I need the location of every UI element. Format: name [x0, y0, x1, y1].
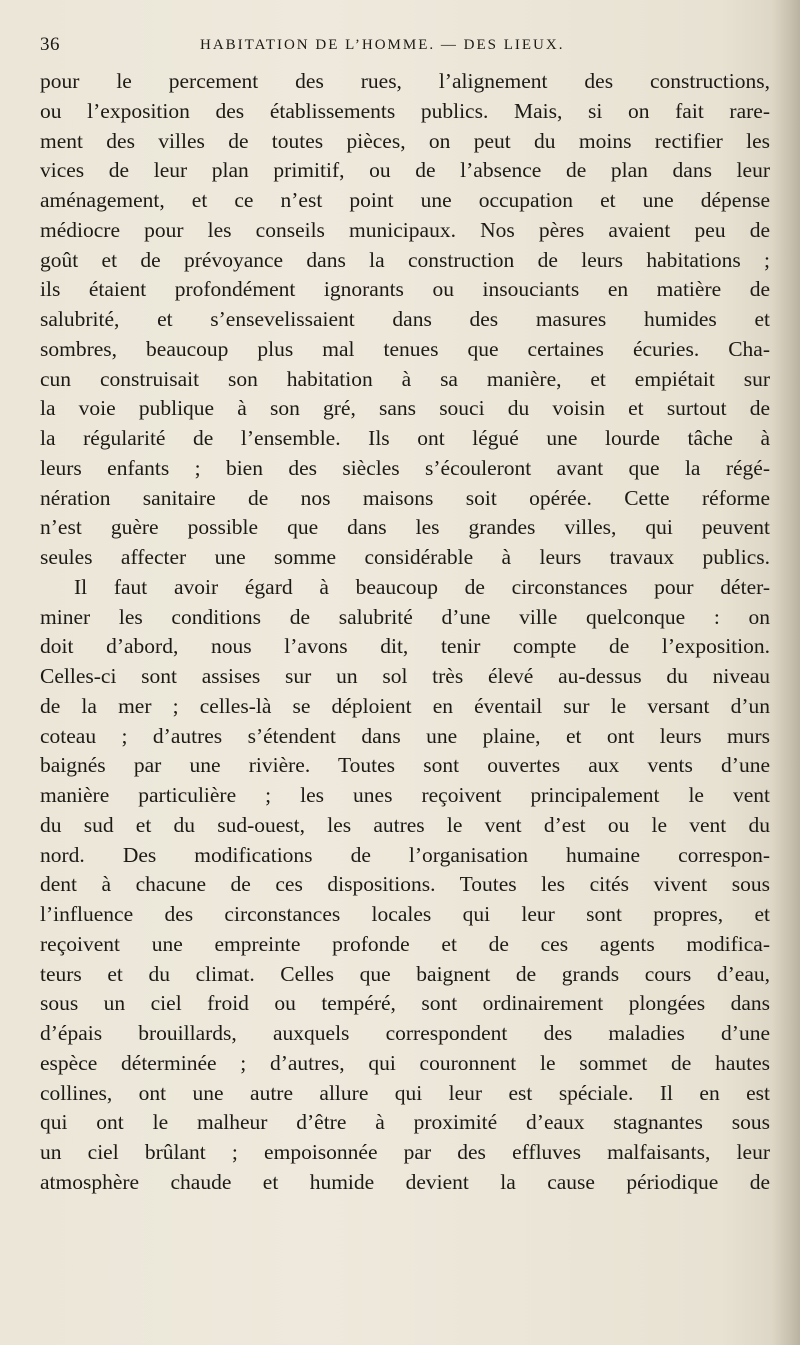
text-line: cun construisait son habitation à sa manière, et empiétait sur — [40, 366, 770, 391]
text-line: du sud et du sud-ouest, les autres le vent d’est ou le vent du — [40, 812, 770, 837]
text-line: manière particulière ; les unes reçoivent principalement le vent — [40, 783, 770, 807]
text-line: miner les conditions de salubrité d’une ville quelconque : on — [40, 604, 770, 629]
text-line: de la mer ; celles-là se déploient en éventail sur le versant d’un — [40, 693, 770, 718]
text-line: coteau ; d’autres s’étendent dans une plaine, et ont leurs murs — [40, 723, 770, 748]
text-line: ils étaient profondément ignorants ou insouciants en matière de — [40, 277, 770, 302]
text-line: sombres, beaucoup plus mal tenues que certaines écuries. Cha- — [40, 336, 770, 361]
text-line: espèce déterminée ; d’autres, qui couronnent le sommet de hautes — [40, 1050, 770, 1075]
running-head: HABITATION DE L’HOMME. — DES LIEUX. — [200, 37, 565, 53]
paragraph-first-line: Il faut avoir égard à beaucoup de circonstances pour déter- — [74, 574, 770, 599]
text-line: seules affecter une somme considérable à leurs travaux publics. — [40, 545, 770, 569]
text-line: la régularité de l’ensemble. Ils ont légué une lourde tâche à — [40, 426, 770, 450]
text-line: dent à chacune de ces dispositions. Toutes les cités vivent sous — [40, 872, 770, 897]
body-text — [40, 67, 770, 1198]
text-line: Celles-ci sont assises sur un sol très élevé au-dessus du niveau — [40, 664, 770, 688]
page-edge-shadow — [772, 0, 800, 1345]
text-line: un ciel brûlant ; empoisonnée par des effluves malfaisants, leur — [40, 1140, 770, 1164]
page-number: 36 — [40, 34, 60, 55]
text-line: médiocre pour les conseils municipaux. Nos pères avaient peu de — [40, 217, 770, 242]
text-line: qui ont le malheur d’être à proximité d’eaux stagnantes sous — [40, 1110, 770, 1135]
text-line: ment des villes de toutes pièces, on peut du moins rectifier les — [40, 128, 770, 153]
text-line: collines, ont une autre allure qui leur est spéciale. Il en est — [40, 1080, 770, 1105]
text-line: leurs enfants ; bien des siècles s’écouleront avant que la régé- — [40, 455, 770, 480]
text-line: baignés par une rivière. Toutes sont ouvertes aux vents d’une — [40, 753, 770, 778]
text-line: aménagement, et ce n’est point une occupation et une dépense — [40, 188, 770, 212]
text-line: n’est guère possible que dans les grandes villes, qui peuvent — [40, 515, 770, 540]
text-line: reçoivent une empreinte profonde et de ces agents modifica- — [40, 931, 770, 956]
text-line: d’épais brouillards, auxquels correspondent des maladies d’une — [40, 1021, 770, 1045]
text-line: teurs et du climat. Celles que baignent de grands cours d’eau, — [40, 961, 770, 986]
text-line: pour le percement des rues, l’alignement des constructions, — [40, 69, 770, 93]
text-line: ou l’exposition des établissements publics. Mais, si on fait rare- — [40, 98, 770, 123]
text-line: la voie publique à son gré, sans souci du voisin et surtout de — [40, 396, 770, 421]
text-line: vices de leur plan primitif, ou de l’absence de plan dans leur — [40, 158, 770, 183]
text-line: doit d’abord, nous l’avons dit, tenir compte de l’exposition. — [40, 634, 770, 659]
text-line: goût et de prévoyance dans la construction de leurs habitations ; — [40, 247, 770, 272]
text-line: atmosphère chaude et humide devient la cause périodique de — [40, 1169, 770, 1194]
text-line: salubrité, et s’ensevelissaient dans des masures humides et — [40, 307, 770, 331]
text-line: l’influence des circonstances locales qui leur sont propres, et — [40, 902, 770, 926]
page-header — [40, 30, 760, 64]
text-line: sous un ciel froid ou tempéré, sont ordinairement plongées dans — [40, 991, 770, 1016]
text-line: nération sanitaire de nos maisons soit opérée. Cette réforme — [40, 485, 770, 510]
text-line: nord. Des modifications de l’organisation humaine correspon- — [40, 842, 770, 867]
